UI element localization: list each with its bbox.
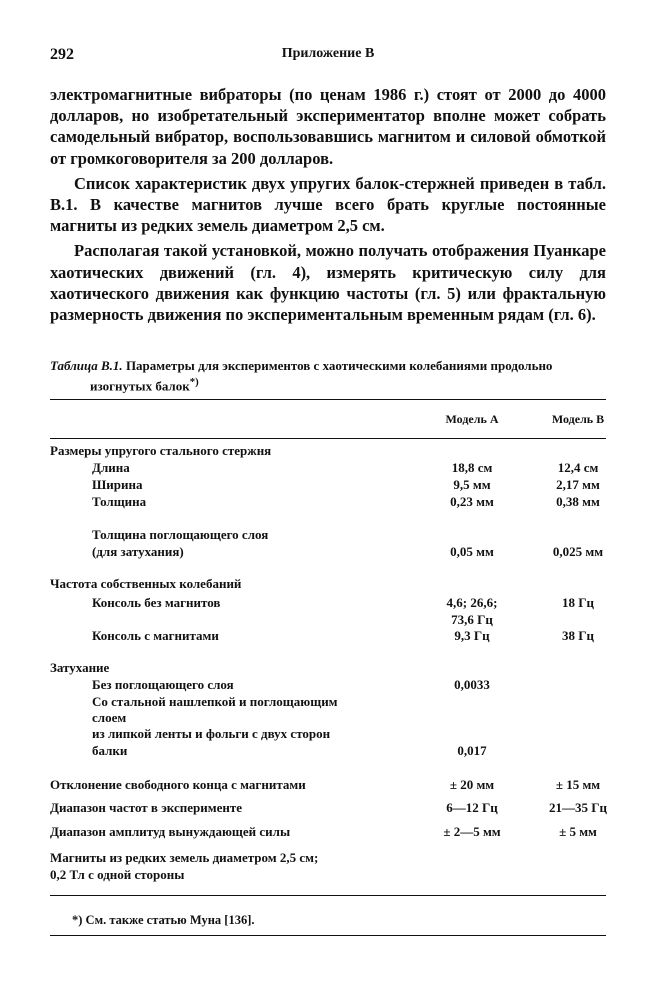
column-header-model-b: Модель В bbox=[551, 412, 605, 426]
paragraph-1: электромагнитные вибраторы (по ценам 1986 г.) стоят от 2000 до 4000 долларов, но изобретательный экспериментатор вполне может собрать самодельный вибратор, воспользовавшись магнитом и силовой обмоткой от громкоговорителя за 200 долларов. bbox=[50, 85, 606, 168]
table-row: Толщина поглощающего слоя bbox=[92, 527, 269, 542]
footnote: *) См. также статью Муна [136]. bbox=[72, 913, 255, 927]
table-header-rule bbox=[50, 438, 606, 439]
page-number: 292 bbox=[50, 46, 74, 63]
table-row: Диапазон частот в эксперименте 6—12 Гц 21—35 Гц bbox=[50, 800, 607, 815]
table-caption-label: Таблица В.1. bbox=[50, 358, 123, 373]
paragraph-2: Список характеристик двух упругих балок-стержней приведен в табл. В.1. В качестве магнитов лучше всего брать круглые постоянные магниты из редких земель диаметром 2,5 см. bbox=[50, 173, 606, 236]
footnote-rule bbox=[50, 935, 606, 936]
table-row: (для затухания) 0,05 мм 0,025 мм bbox=[92, 544, 604, 559]
footnote-marker: *) bbox=[189, 376, 199, 388]
table-row: слоем bbox=[92, 710, 127, 725]
table-row: 73,6 Гц bbox=[451, 612, 493, 627]
table-row: Длина 18,8 см 12,4 см bbox=[92, 460, 599, 475]
table-row: Затухание bbox=[50, 660, 110, 675]
table-row: Ширина 9,5 мм 2,17 мм bbox=[92, 477, 600, 492]
table-row: 0,2 Тл с одной стороны bbox=[50, 867, 185, 882]
running-title: Приложение В bbox=[281, 46, 375, 61]
paragraph-3: Располагая такой установкой, можно получать отображения Пуанкаре хаотических движений (гл. 4), измерять критическую силу для хаотического движения как функцию частоты (гл. 5) или фрактальную размерность движения по экспериментальным временным рядам (гл. 6). bbox=[50, 241, 606, 325]
table-row: Частота собственных колебаний bbox=[50, 576, 242, 591]
table-row: из липкой ленты и фольги с двух сторон bbox=[92, 726, 331, 741]
table-row: Отклонение свободного конца с магнитами ± 20 мм ± 15 мм bbox=[50, 777, 601, 792]
table-row: Диапазон амплитуд вынуждающей силы ± 2—5 мм ± 5 мм bbox=[50, 824, 597, 839]
page-header bbox=[50, 46, 606, 66]
table-bottom-rule bbox=[50, 895, 606, 896]
column-header-model-a: Модель А bbox=[445, 412, 499, 426]
table-row: Со стальной нашлепкой и поглощающим bbox=[92, 694, 338, 709]
body-text bbox=[50, 84, 606, 329]
table-row: Консоль без магнитов 4,6; 26,6; 18 Гц bbox=[92, 595, 594, 610]
table-caption bbox=[50, 358, 606, 394]
table-header-row bbox=[50, 412, 606, 429]
table-row: Консоль с магнитами 9,3 Гц 38 Гц bbox=[92, 628, 594, 643]
table-row: Без поглощающего слоя 0,0033 bbox=[92, 677, 490, 692]
table-top-rule bbox=[50, 399, 606, 400]
table-row: Магниты из редких земель диаметром 2,5 см; bbox=[50, 850, 319, 865]
table-caption-text: Параметры для экспериментов с хаотическими колебаниями продольно bbox=[125, 358, 553, 373]
table-caption-continued: изогнутых балок*) bbox=[90, 376, 199, 394]
table-row: Размеры упругого стального стержня bbox=[50, 443, 272, 458]
table-row: балки 0,017 bbox=[92, 743, 487, 758]
table-row: Толщина 0,23 мм 0,38 мм bbox=[92, 494, 600, 509]
